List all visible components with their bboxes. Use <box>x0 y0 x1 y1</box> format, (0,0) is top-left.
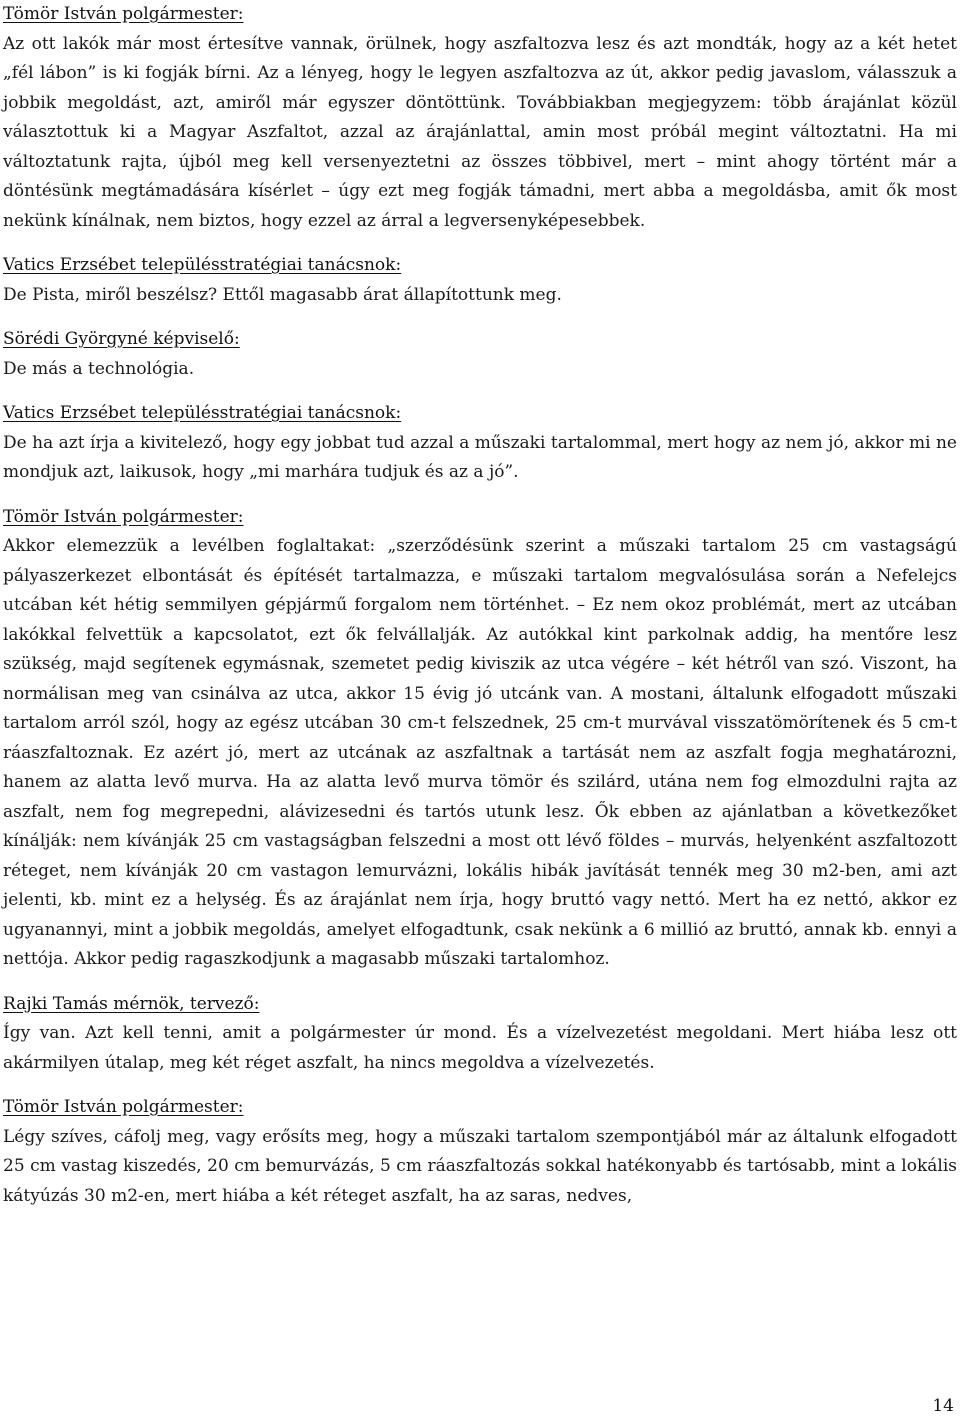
speech-block <box>3 251 957 310</box>
speech-text: Légy szíves, cáfolj meg, vagy erősíts meg, hogy a műszaki tartalom szempontjából már az általunk elfogadott 25 cm vastag kiszedés, 20 cm bemurvázás, 5 cm ráaszfaltozás sokkal hatékonyabb és tartósabb, mint a lokális kátyúzás 30 m2-en, mert hiába a két réteget aszfalt, ha az saras, nedves, <box>3 1126 957 1206</box>
speech-text: Az ott lakók már most értesítve vannak, örülnek, hogy aszfaltozva lesz és azt mondták, hogy az a két hetet „fél lábon” is ki fogják bírni. Az a lényeg, hogy le legyen aszfaltozva az út, akkor pedig javaslom, válasszuk a jobbik megoldást, azt, amiről már egyszer döntöttünk. Továbbiakban megjegyzem: több árajánlat közül választottuk ki a Magyar Aszfaltot, azzal az árajánlattal, amin most próbál megint változtatni. Ha mi változtatunk rajta, újból meg kell versenyeztetni az összes többivel, mert – mint ahogy történt már a döntésünk megtámadására kísérlet – úgy ezt meg fogják támadni, mert abba a megoldásba, amit ők most nekünk kínálnak, nem biztos, hogy ezzel az árral a legversenyképesebbek. <box>3 33 957 231</box>
speech-block <box>3 503 957 975</box>
speaker-name: Tömör István polgármester: <box>3 4 244 24</box>
speech-block <box>3 399 957 488</box>
speech-text: De más a technológia. <box>3 358 195 379</box>
speech-block <box>3 0 957 236</box>
speaker-name: Rajki Tamás mérnök, tervező: <box>3 993 260 1014</box>
speech-text: De ha azt írja a kivitelező, hogy egy jobbat tud azzal a műszaki tartalommal, mert hogy az nem jó, akkor mi ne mondjuk azt, laikusok, hogy „mi marhára tudjuk és az a jó”. <box>3 432 957 482</box>
speech-block <box>3 325 957 384</box>
speaker-name: Tömör István polgármester: <box>3 1097 244 1117</box>
speaker-name: Tömör István polgármester: <box>3 506 244 527</box>
speech-text: De Pista, miről beszélsz? Ettől magasabb árat állapítottunk meg. <box>3 284 562 305</box>
speech-text: Akkor elemezzük a levélben foglaltakat: „szerződésünk szerint a műszaki tartalom 25 cm vastagságú pályaszerkezet elbontását és építését tartalmazza, e műszaki tartalom megvalósulása során a Nefelejcs utcában két hétig semmilyen gépjármű forgalom nem történhet. – Ez nem okoz problémát, mert az utcában lakókkal felvettük a kapcsolatot, ezt ők felvállalják. Az autókkal kint parkolnak addig, ha mentőre lesz szükség, majd segítenek egymásnak, szemetet pedig kiviszik az utca végére – két hétről van szó. Viszont, ha normálisan meg van csinálva az utca, akkor 15 évig jó utcánk van. A mostani, általunk elfogadott műszaki tartalom arról szól, hogy az egész utcában 30 cm-t felszednek, 25 cm-t murvával visszatömörítenek és 5 cm-t ráaszfaltoznak. Ez azért jó, mert az utcának az aszfaltnak a tartását nem az aszfalt fogja meghatározni, hanem az alatta levő murva. Ha az alatta levő murva tömör és szilárd, utána nem fog elmozdulni rajta az aszfalt, nem fog megrepedni, alávizesedni és tartós utunk lesz. Ők ebben az ajánlatban a következőket kínálják: nem kívánják 25 cm vastagságban felszedni a most ott lévő földes – murvás, helyenként aszfaltozott réteget, nem kívánják 20 cm vastagon lemurvázni, lokális hibák javítását tennék meg 30 m2-ben, ami azt jelenti, kb. mint ez a helység. És az árajánlat nem írja, hogy bruttó vagy nettó. Mert ha ez nettó, akkor ez ugyanannyi, mint a jobbik megoldás, amelyet elfogadtunk, csak nekünk a 6 millió az bruttó, annak kb. ennyi a nettója. Akkor pedig ragaszkodjunk a magasabb műszaki tartalomhoz. <box>3 536 957 969</box>
speaker-name: Vatics Erzsébet településstratégiai tanácsnok: <box>3 403 402 423</box>
speech-block <box>3 990 957 1079</box>
page-number: 14 <box>932 1396 954 1416</box>
speaker-name: Sörédi Györgyné képviselő: <box>3 329 240 349</box>
document-page <box>3 0 957 1226</box>
speech-block <box>3 1093 957 1211</box>
speech-text: Így van. Azt kell tenni, amit a polgármester úr mond. És a vízelvezetést megoldani. Mert hiába lesz ott akármilyen útalap, meg két réget aszfalt, ha nincs megoldva a vízelvezetés. <box>3 1023 957 1073</box>
speaker-name: Vatics Erzsébet településstratégiai tanácsnok: <box>3 255 402 275</box>
